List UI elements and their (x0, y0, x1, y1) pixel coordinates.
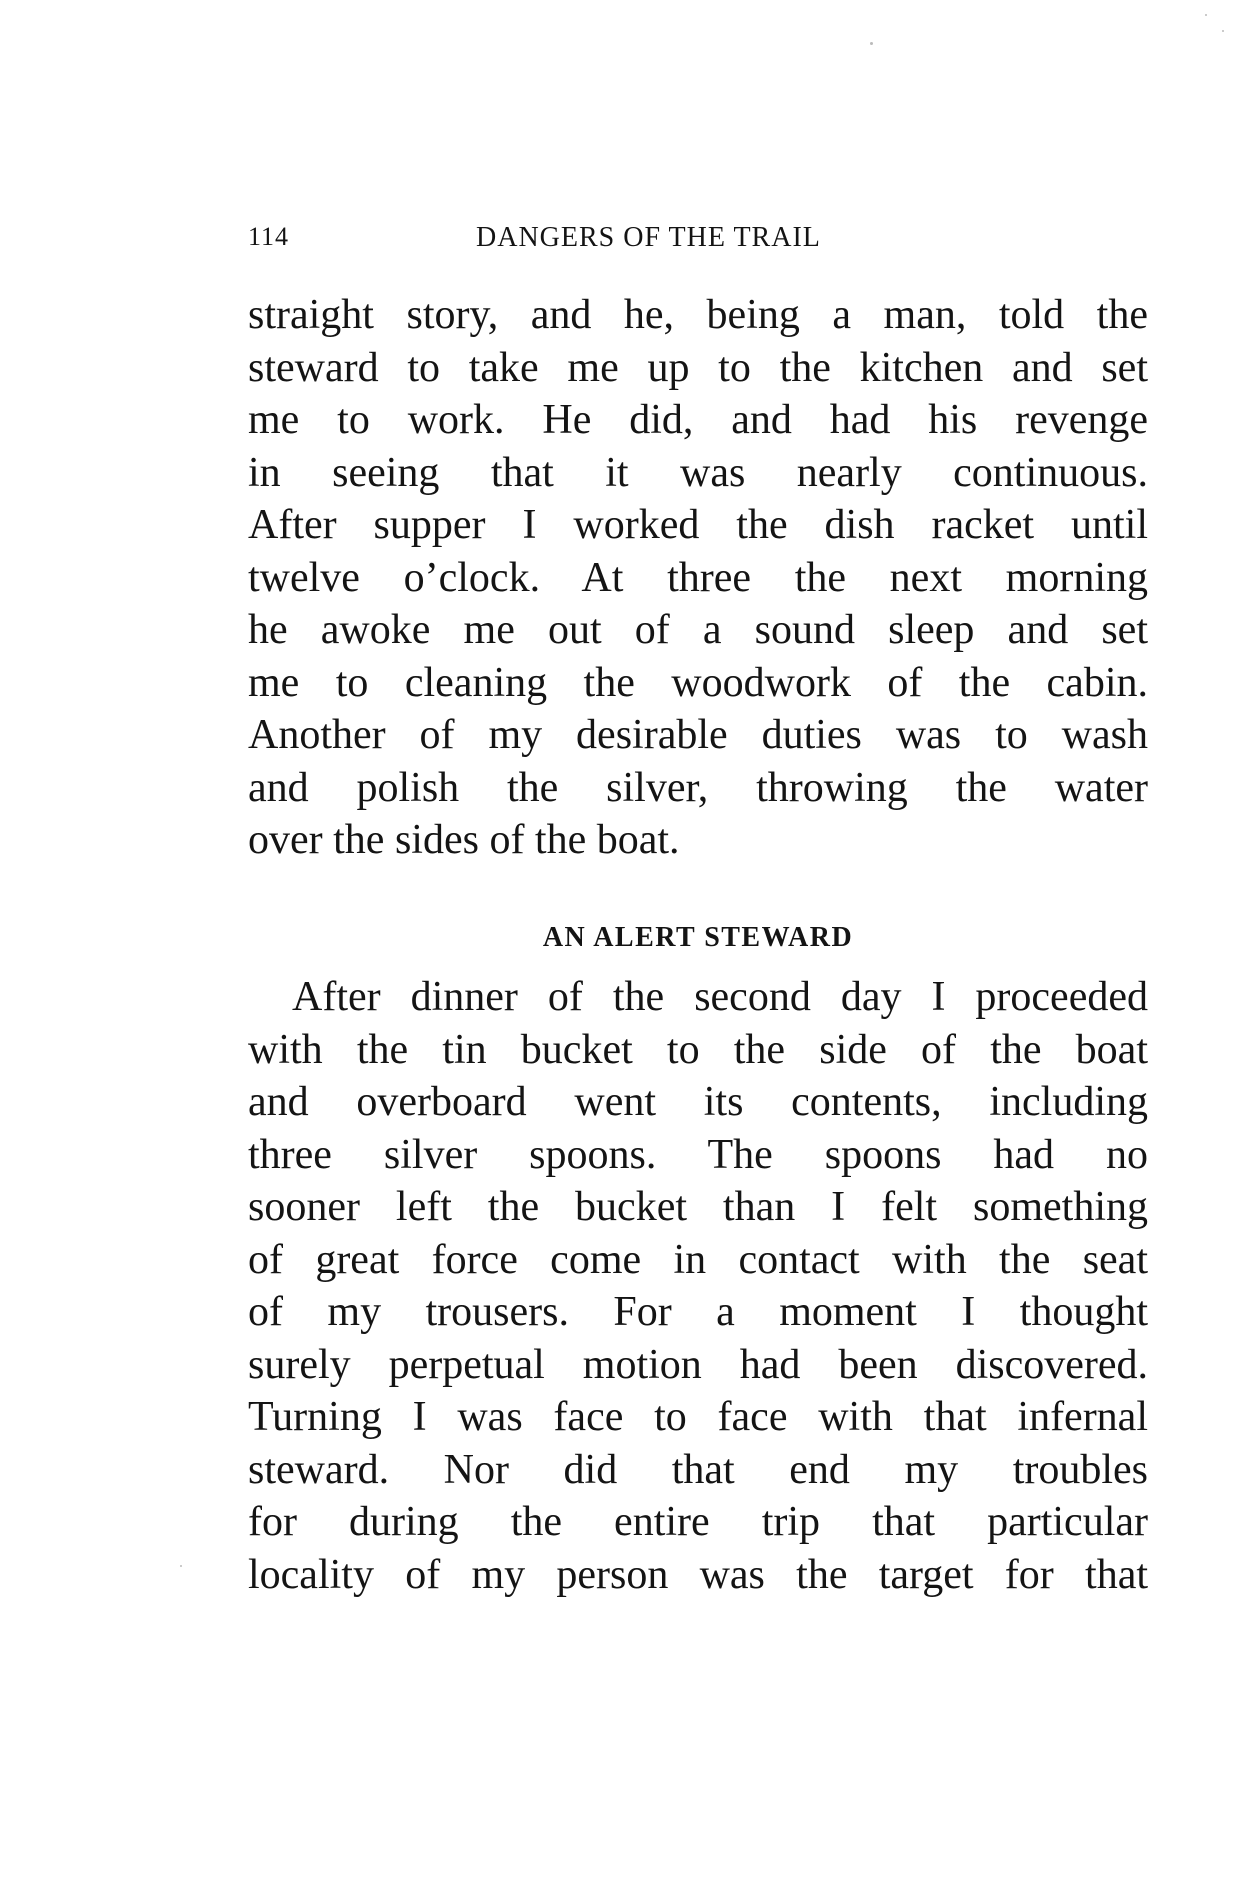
text-line: sooner left the bucket than I felt something (248, 1184, 1148, 1230)
text-line: of my trousers. For a moment I thought (248, 1289, 1148, 1335)
text-line: After supper I worked the dish racket until (248, 502, 1148, 548)
text-line: surely perpetual motion had been discovered. (248, 1341, 1148, 1388)
text-line: After dinner of the second day I proceeded (292, 974, 1148, 1020)
text-line: for during the entire trip that particular (248, 1499, 1148, 1545)
paragraph-2 (248, 971, 1148, 1601)
text-line: steward. Nor did that end my troubles (248, 1446, 1148, 1493)
text-line: Another of my desirable duties was to wash (248, 712, 1148, 758)
text-line: with the tin bucket to the side of the boat (248, 1026, 1148, 1073)
text-line: steward to take me up to the kitchen and set (248, 344, 1148, 391)
text-line: over the sides of the boat. (248, 817, 680, 863)
text-line: me to cleaning the woodwork of the cabin. (248, 659, 1148, 706)
text-line: Turning I was face to face with that infernal (248, 1394, 1148, 1440)
page-number: 114 (248, 222, 290, 251)
text-line: in seeing that it was nearly continuous. (248, 449, 1148, 496)
text-line: locality of my person was the target for that (248, 1551, 1148, 1598)
text-line: and polish the silver, throwing the water (248, 764, 1148, 811)
paper-speck (180, 1565, 182, 1567)
paper-speck (1205, 14, 1207, 16)
text-line: twelve o’clock. At three the next morning (248, 554, 1148, 601)
paper-speck (1222, 30, 1224, 32)
paper-speck (870, 42, 873, 45)
running-head (248, 222, 1148, 262)
text-line: of great force come in contact with the seat (248, 1236, 1148, 1283)
text-line: he awoke me out of a sound sleep and set (248, 607, 1148, 653)
text-line: straight story, and he, being a man, told the (248, 292, 1148, 338)
paragraph-1 (248, 289, 1148, 867)
text-line: and overboard went its contents, including (248, 1079, 1148, 1125)
text-line: three silver spoons. The spoons had no (248, 1131, 1148, 1178)
running-title: DANGERS OF THE TRAIL (476, 222, 821, 253)
text-line: me to work. He did, and had his revenge (248, 397, 1148, 443)
section-heading: AN ALERT STEWARD (542, 922, 854, 953)
